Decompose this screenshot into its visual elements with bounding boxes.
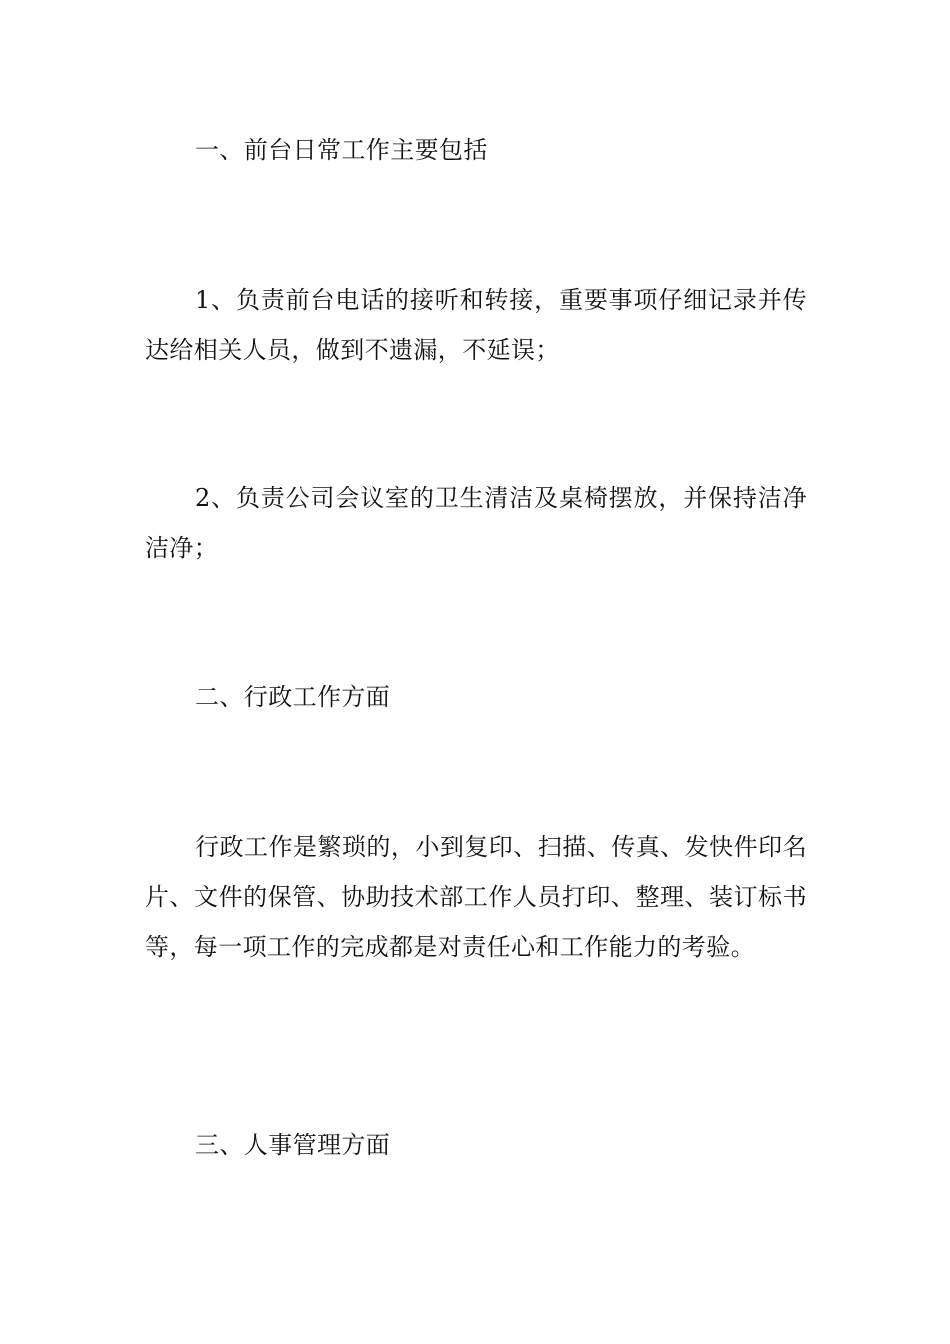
section-heading-1: 一、前台日常工作主要包括 (195, 136, 488, 164)
section-heading-2: 二、行政工作方面 (195, 683, 391, 711)
section-heading-3: 三、人事管理方面 (195, 1131, 391, 1159)
body-paragraph: 行政工作是繁琐的，小到复印、扫描、传真、发快件印名片、文件的保管、协助技术部工作人员打印、整理、装订标书等，每一项工作的完成都是对责任心和工作能力的考验。 (145, 833, 807, 961)
list-item-1: 1、负责前台电话的接听和转接，重要事项仔细记录并传达给相关人员，做到不遗漏，不延误； (145, 286, 807, 364)
list-item-2: 2、负责公司会议室的卫生清洁及桌椅摆放，并保持洁净洁净； (145, 484, 807, 562)
